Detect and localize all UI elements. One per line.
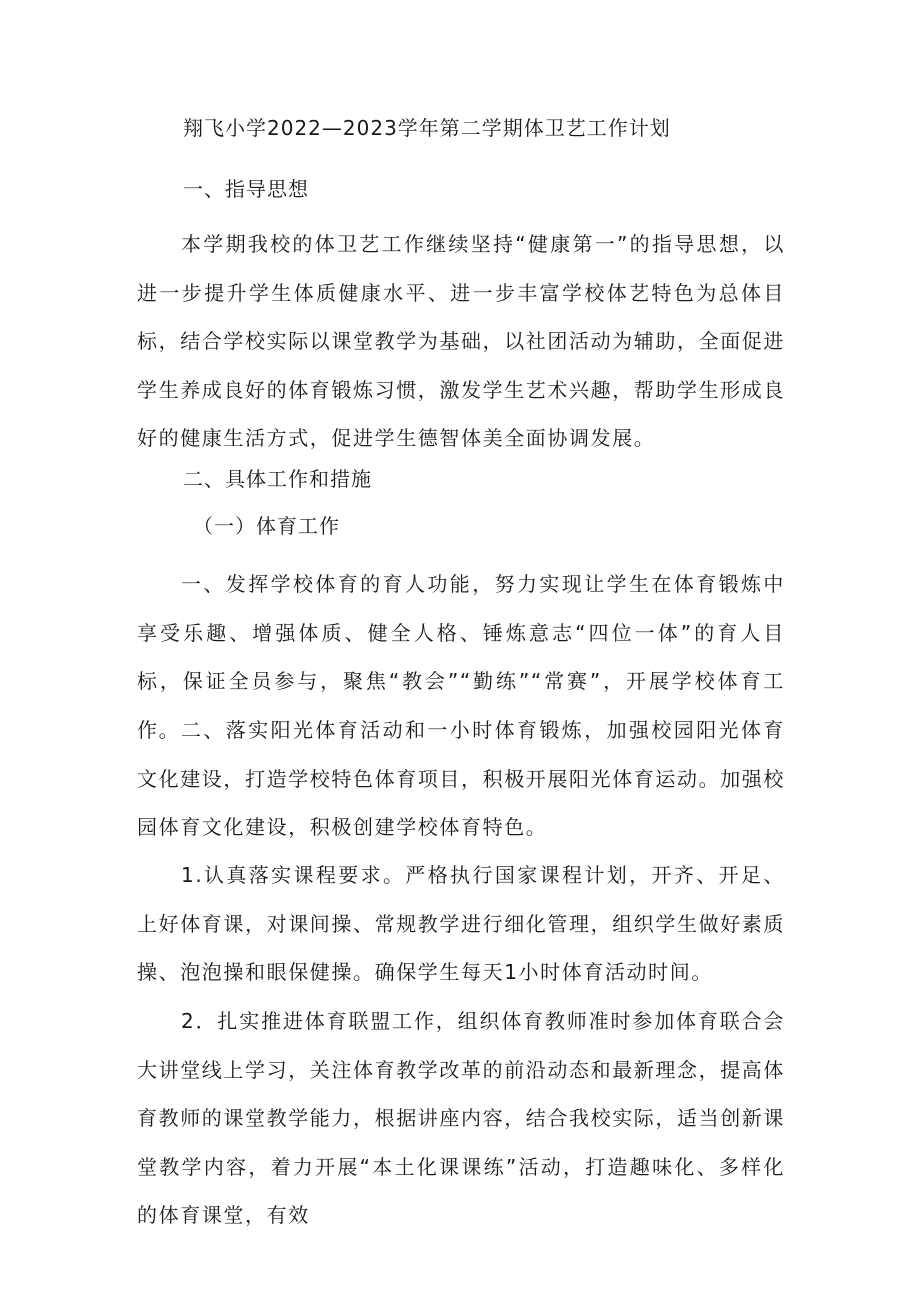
paragraph-point-1: 1.认真落实课程要求。严格执行国家课程计划，开齐、开足、上好体育课，对课间操、常规教学进行细化管理，组织学生做好素质操、泡泡操和眼保健操。确保学生每天1小时体育活动时间。 [137, 863, 785, 985]
subsection-heading-sports-work: （一）体育工作 [193, 514, 340, 538]
section-heading-specific-work: 二、具体工作和措施 [183, 467, 372, 491]
document-title: 翔飞小学2022—2023学年第二学期体卫艺工作计划 [183, 116, 671, 140]
section-heading-guiding-ideology: 一、指导思想 [183, 177, 309, 201]
paragraph-item-2: 二、落实阳光体育活动和一小时体育锻炼，加强校园阳光体育文化建设，打造学校特色体育项目，积极开展阳光体育运动。加强校园体育文化建设，积极创建学校体育特色。 [137, 718, 785, 840]
paragraph-guiding-ideology: 本学期我校的体卫艺工作继续坚持“健康第一”的指导思想，以进一步提升学生体质健康水平、进一步丰富学校体艺特色为总体目标，结合学校实际以课堂教学为基础，以社团活动为辅助，全面促进学生养成良好的体育锻炼习惯，激发学生艺术兴趣，帮助学生形成良好的健康生活方式，促进学生德智体美全面协调发展。 [137, 232, 785, 451]
paragraph-point-2: 2．扎实推进体育联盟工作，组织体育教师准时参加体育联合会大讲堂线上学习，关注体育教学改革的前沿动态和最新理念，提高体育教师的课堂教学能力，根据讲座内容，结合我校实际，适当创新课堂教学内容，着力开展“本土化课课练”活动，打造趣味化、多样化的体育课堂，有效 [137, 1009, 785, 1228]
paragraph-item-1: 一、发挥学校体育的育人功能，努力实现让学生在体育锻炼中享受乐趣、增强体质、健全人格、锤炼意志“四位一体”的育人目标，保证全员参与，聚焦“教会”“勤练”“常赛”，开展学校体育工作。 [137, 572, 785, 742]
